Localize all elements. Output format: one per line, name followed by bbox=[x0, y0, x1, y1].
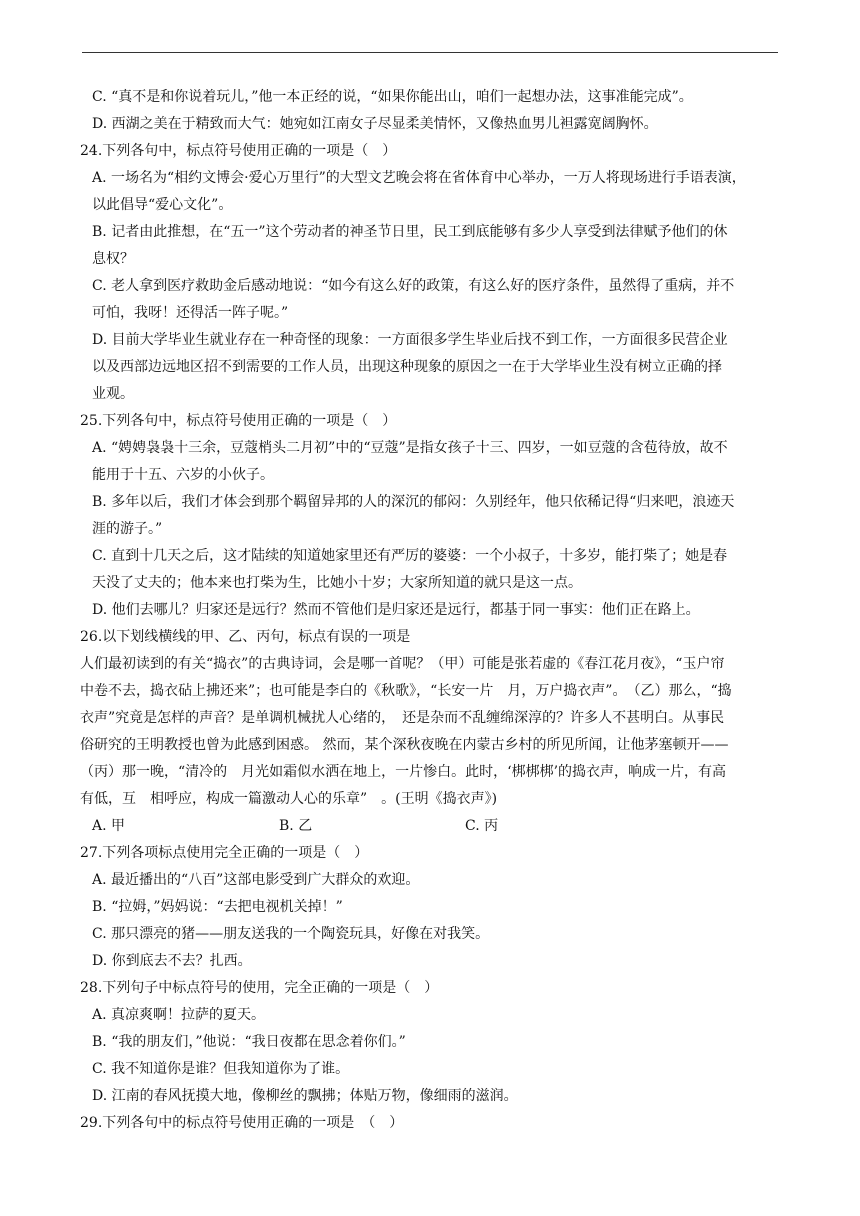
option-line: C. 我不知道你是谁？但我知道你为了谁。 bbox=[92, 1061, 350, 1077]
option-line: A. 真凉爽啊！拉萨的夏天。 bbox=[92, 1007, 266, 1023]
question-stem: 24.下列各句中，标点符号使用正确的一项是（ ） bbox=[80, 143, 397, 159]
question-stem: 27.下列各项标点使用完全正确的一项是（ ） bbox=[80, 845, 369, 861]
option-line: C. “真不是和你说着玩儿，”他一本正经的说，“如果你能出山，咱们一起想办法，这事准能完成”。 bbox=[92, 89, 693, 105]
option-line: D. 江南的春风抚摸大地，像柳丝的飘拂；体贴万物，像细雨的滋润。 bbox=[92, 1088, 518, 1104]
option-line: D. 西湖之美在于精致而大气：她宛如江南女子尽显柔美情怀，又像热血男儿袒露宽阔胸怀。 bbox=[92, 116, 658, 132]
passage-line: 中卷不去，捣衣砧上拂还来”；也可能是李白的《秋歌》，“长安一片 月，万户捣衣声”。 （乙）那么，“捣 bbox=[80, 683, 732, 699]
option-line: 涯的游子。” bbox=[92, 521, 163, 537]
passage-line: 衣声”究竟是怎样的声音？是单调机械扰人心绪的， 还是杂而不乱缠绵深淳的？许多人不甚明白。从事民 bbox=[80, 710, 725, 726]
option-line: B. 多年以后，我们才体会到那个羁留异邦的人的深沉的郁闷：久别经年，他只依稀记得“归来吧，浪迹天 bbox=[92, 494, 735, 510]
question-list bbox=[80, 84, 780, 1137]
question-stem: 28.下列句子中标点符号的使用，完全正确的一项是（ ） bbox=[80, 980, 439, 996]
passage-line: （丙）那一晚，“清冷的 月光如霜似水洒在地上，一片惨白。此时，‘梆梆梆’的捣衣声，响成一片，有高 bbox=[80, 764, 727, 780]
option-line: B. “拉姆，”妈妈说：“去把电视机关掉！” bbox=[92, 899, 343, 915]
option-line: 以此倡导“爱心文化”。 bbox=[92, 197, 233, 213]
choice-option: C. 丙 bbox=[465, 818, 499, 834]
option-line: D. 目前大学毕业生就业存在一种奇怪的现象：一方面很多学生毕业后找不到工作，一方面很多民营企业 bbox=[92, 332, 728, 348]
option-line: 息权？ bbox=[92, 251, 134, 267]
question-stem: 26.以下划线横线的甲、乙、丙句，标点有误的一项是 bbox=[80, 629, 411, 645]
option-line: 以及西部边远地区招不到需要的工作人员，出现这种现象的原因之一在于大学毕业生没有树立正确的择 bbox=[92, 359, 722, 375]
option-line: C. 老人拿到医疗救助金后感动地说：“如今有这么好的政策，有这么好的医疗条件，虽然得了重病，并不 bbox=[92, 278, 735, 294]
passage-line: 有低，互 相呼应，构成一篇激动人心的乐章” 。(王明《捣衣声》) bbox=[80, 791, 498, 807]
passage-line: 人们最初读到的有关“捣衣”的古典诗词，会是哪一首呢？（甲）可能是张若虚的《春江花月夜》，“玉户帘 bbox=[80, 656, 725, 672]
question-stem: 25.下列各句中，标点符号使用正确的一项是（ ） bbox=[80, 413, 397, 429]
choice-option: B. 乙 bbox=[279, 818, 313, 834]
option-line: A. 一场名为“相约文博会·爱心万里行”的大型文艺晚会将在省体育中心举办，一万人将现场进行手语表演， bbox=[92, 170, 746, 186]
option-line: C. 那只漂亮的猪——朋友送我的一个陶瓷玩具，好像在对我笑。 bbox=[92, 926, 490, 942]
choice-row bbox=[80, 813, 780, 840]
option-line: B. “我的朋友们，”他说：“我日夜都在思念着你们。” bbox=[92, 1034, 406, 1050]
option-line: 天没了丈夫的；他本来也打柴为生，比她小十岁；大家所知道的就只是这一点。 bbox=[92, 575, 582, 591]
option-line: C. 直到十几天之后，这才陆续的知道她家里还有严厉的婆婆：一个小叔子，十多岁，能打柴了；她是春 bbox=[92, 548, 728, 564]
option-line: B. 记者由此推想，在“五一”这个劳动者的神圣节日里，民工到底能够有多少人享受到法律赋予他们的休 bbox=[92, 224, 728, 240]
header-rule bbox=[82, 52, 778, 53]
option-line: A. 最近播出的“八百”这部电影受到广大群众的欢迎。 bbox=[92, 872, 420, 888]
option-line: D. 你到底去不去？扎西。 bbox=[92, 953, 252, 969]
option-line: D. 他们去哪儿？归家还是远行？然而不管他们是归家还是远行，都基于同一事实：他们正在路上。 bbox=[92, 602, 700, 618]
passage-line: 俗研究的王明教授也曾为此感到困惑。 然而，某个深秋夜晚在内蒙古乡村的所见所闻，让他茅塞顿开—— bbox=[80, 737, 729, 753]
choice-option: A. 甲 bbox=[92, 818, 126, 834]
option-line: A. “娉娉袅袅十三余，豆蔻梢头二月初”中的“豆蔻”是指女孩子十三、四岁，一如豆蔻的含苞待放，故不 bbox=[92, 440, 728, 456]
option-line: 业观。 bbox=[92, 386, 134, 402]
question-stem: 29.下列各句中的标点符号使用正确的一项是 （ ） bbox=[80, 1115, 404, 1131]
option-line: 能用于十五、六岁的小伙子。 bbox=[92, 467, 274, 483]
option-line: 可怕，我呀！还得活一阵子呢。” bbox=[92, 305, 289, 321]
